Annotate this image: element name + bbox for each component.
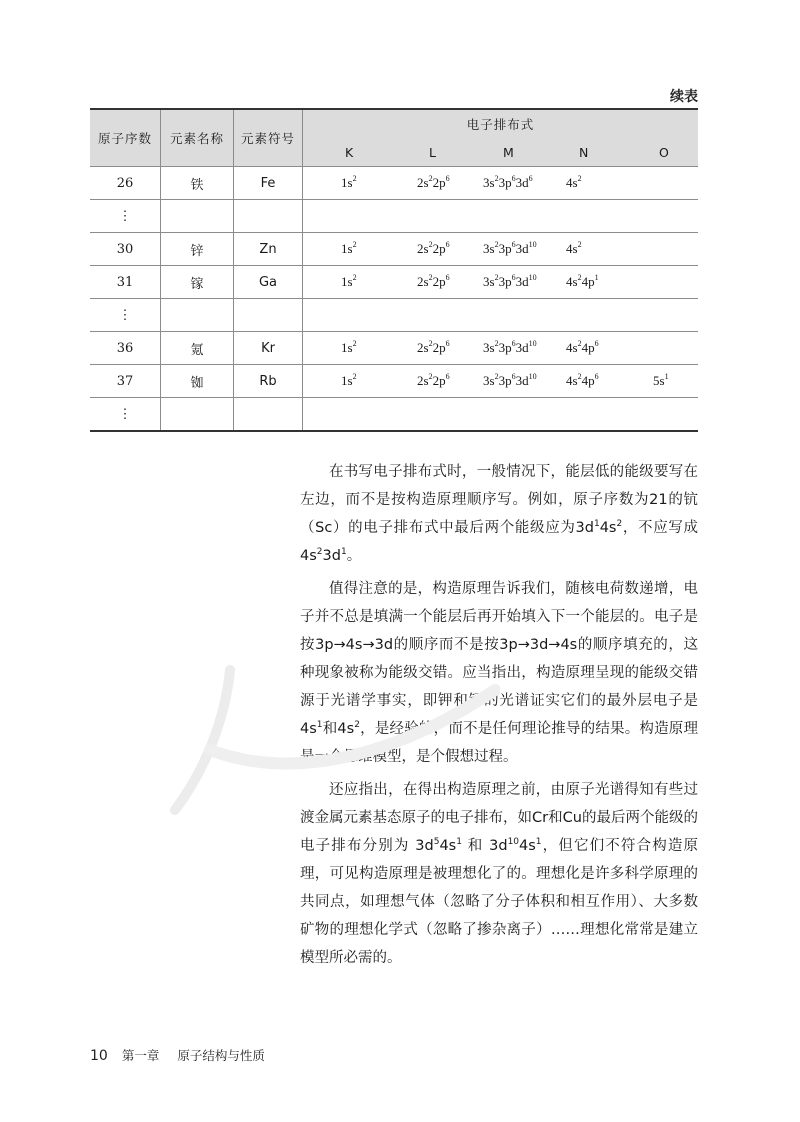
- cell-electron-config: [303, 233, 699, 266]
- cell-atomic-number: ⋮: [90, 200, 161, 233]
- cell-atomic-number: 36: [90, 332, 161, 365]
- config-m-fe: $3s^23p^63d^6$: [483, 174, 533, 190]
- table-row: [90, 167, 698, 200]
- table-row: [90, 365, 698, 398]
- table-row: [90, 332, 698, 365]
- electron-configuration-table: [90, 108, 698, 432]
- config-l-fe: $2s^22p^6$: [417, 174, 450, 190]
- body-text: [300, 458, 698, 977]
- cell-element-name: [161, 200, 234, 233]
- cell-element-symbol: Fe: [234, 167, 303, 200]
- config-m-rb: $3s^23p^63d^{10}$: [483, 372, 537, 388]
- paragraph-2: 值得注意的是，构造原理告诉我们，随核电荷数递增，电子并不总是填满一个能层后再开始填入下一个能层的。电子是按3p→4s→3d的顺序而不是按3p→3d→4s的顺序填充的，这种现象被称为能级交错。应当指出，构造原理呈现的能级交错源于光谱学事实，即钾和钙的光谱证实它们的最外层电子是$4s^1$和$4s^2$，是经验的，而不是任何理论推导的结果。构造原理是一个思维模型，是个假想过程。: [300, 581, 699, 765]
- config-l-kr: $2s^22p^6$: [417, 339, 450, 355]
- cell-element-symbol: Zn: [234, 233, 303, 266]
- header-atomic-number: 原子序数: [90, 109, 161, 167]
- header-shells: [303, 138, 699, 167]
- cell-element-name: 氪: [161, 332, 234, 365]
- shell-header-n: N: [579, 145, 590, 160]
- cell-atomic-number: 30: [90, 233, 161, 266]
- table-body: [90, 167, 698, 432]
- config-k-zn: $1s^2$: [341, 240, 357, 256]
- shell-header-m: M: [503, 145, 515, 160]
- cell-element-symbol: [234, 299, 303, 332]
- cell-element-name: [161, 299, 234, 332]
- config-m-kr: $3s^23p^63d^{10}$: [483, 339, 537, 355]
- config-k-rb: $1s^2$: [341, 372, 357, 388]
- header-electron-config: 电子排布式: [303, 109, 699, 138]
- cell-atomic-number: 26: [90, 167, 161, 200]
- config-m-ga: $3s^23p^63d^{10}$: [483, 273, 537, 289]
- config-l-ga: $2s^22p^6$: [417, 273, 450, 289]
- cell-atomic-number: ⋮: [90, 398, 161, 432]
- config-k-kr: $1s^2$: [341, 339, 357, 355]
- continued-table-label: 续表: [670, 89, 698, 105]
- table-row: [90, 233, 698, 266]
- table-row: [90, 299, 698, 332]
- chapter-title: 原子结构与性质: [177, 1048, 265, 1063]
- config-n-ga: $4s^24p^1$: [566, 273, 599, 289]
- config-k-ga: $1s^2$: [341, 273, 357, 289]
- cell-atomic-number: 31: [90, 266, 161, 299]
- shell-header-l: L: [429, 145, 437, 160]
- cell-electron-config: [303, 398, 699, 432]
- cell-electron-config: [303, 365, 699, 398]
- header-element-name: 元素名称: [161, 109, 234, 167]
- cell-element-name: 镓: [161, 266, 234, 299]
- cell-electron-config: [303, 266, 699, 299]
- cell-element-symbol: [234, 200, 303, 233]
- cell-electron-config: [303, 332, 699, 365]
- cell-element-name: 铷: [161, 365, 234, 398]
- cell-electron-config: [303, 200, 699, 233]
- config-n-fe: $4s^2$: [566, 174, 582, 190]
- paragraph-1: 在书写电子排布式时，一般情况下，能层低的能级要写在左边，而不是按构造原理顺序写。例如，原子序数为21的钪（Sc）的电子排布式中最后两个能级应为$3d^14s^2$，不应写成$4s^23d^1$。: [300, 464, 699, 564]
- page-footer: [90, 1046, 265, 1064]
- config-n-zn: $4s^2$: [566, 240, 582, 256]
- cell-element-name: 锌: [161, 233, 234, 266]
- shell-header-o: O: [659, 145, 670, 160]
- config-o-rb: $5s^1$: [653, 372, 669, 388]
- table-row: [90, 200, 698, 233]
- table-row: [90, 266, 698, 299]
- cell-element-name: [161, 398, 234, 432]
- chapter-label: 第一章: [121, 1048, 160, 1063]
- page-number: 10: [90, 1048, 108, 1064]
- config-m-zn: $3s^23p^63d^{10}$: [483, 240, 537, 256]
- cell-atomic-number: 37: [90, 365, 161, 398]
- cell-element-symbol: Rb: [234, 365, 303, 398]
- table-row: [90, 398, 698, 432]
- config-l-rb: $2s^22p^6$: [417, 372, 450, 388]
- config-n-kr: $4s^24p^6$: [566, 339, 599, 355]
- cell-element-symbol: [234, 398, 303, 432]
- cell-element-name: 铁: [161, 167, 234, 200]
- cell-electron-config: [303, 299, 699, 332]
- config-n-rb: $4s^24p^6$: [566, 372, 599, 388]
- cell-element-symbol: Ga: [234, 266, 303, 299]
- cell-element-symbol: Kr: [234, 332, 303, 365]
- config-k-fe: $1s^2$: [341, 174, 357, 190]
- paragraph-3: 还应指出，在得出构造原理之前，由原子光谱得知有些过渡金属元素基态原子的电子排布，如Cr和Cu的最后两个能级的电子排布分别为 $3d^54s^1$ 和 $3d^{10}4s^1$，但它们不符合构造原理，可见构造原理是被理想化了的。理想化是许多科学原理的共同点，如理想气体（忽略了分子体积和相互作用）、大多数矿物的理想化学式（忽略了掺杂离子）……理想化常常是建立模型所必需的。: [300, 782, 698, 966]
- cell-atomic-number: ⋮: [90, 299, 161, 332]
- config-l-zn: $2s^22p^6$: [417, 240, 450, 256]
- header-element-symbol: 元素符号: [234, 109, 303, 167]
- shell-header-k: K: [345, 145, 355, 160]
- cell-electron-config: [303, 167, 699, 200]
